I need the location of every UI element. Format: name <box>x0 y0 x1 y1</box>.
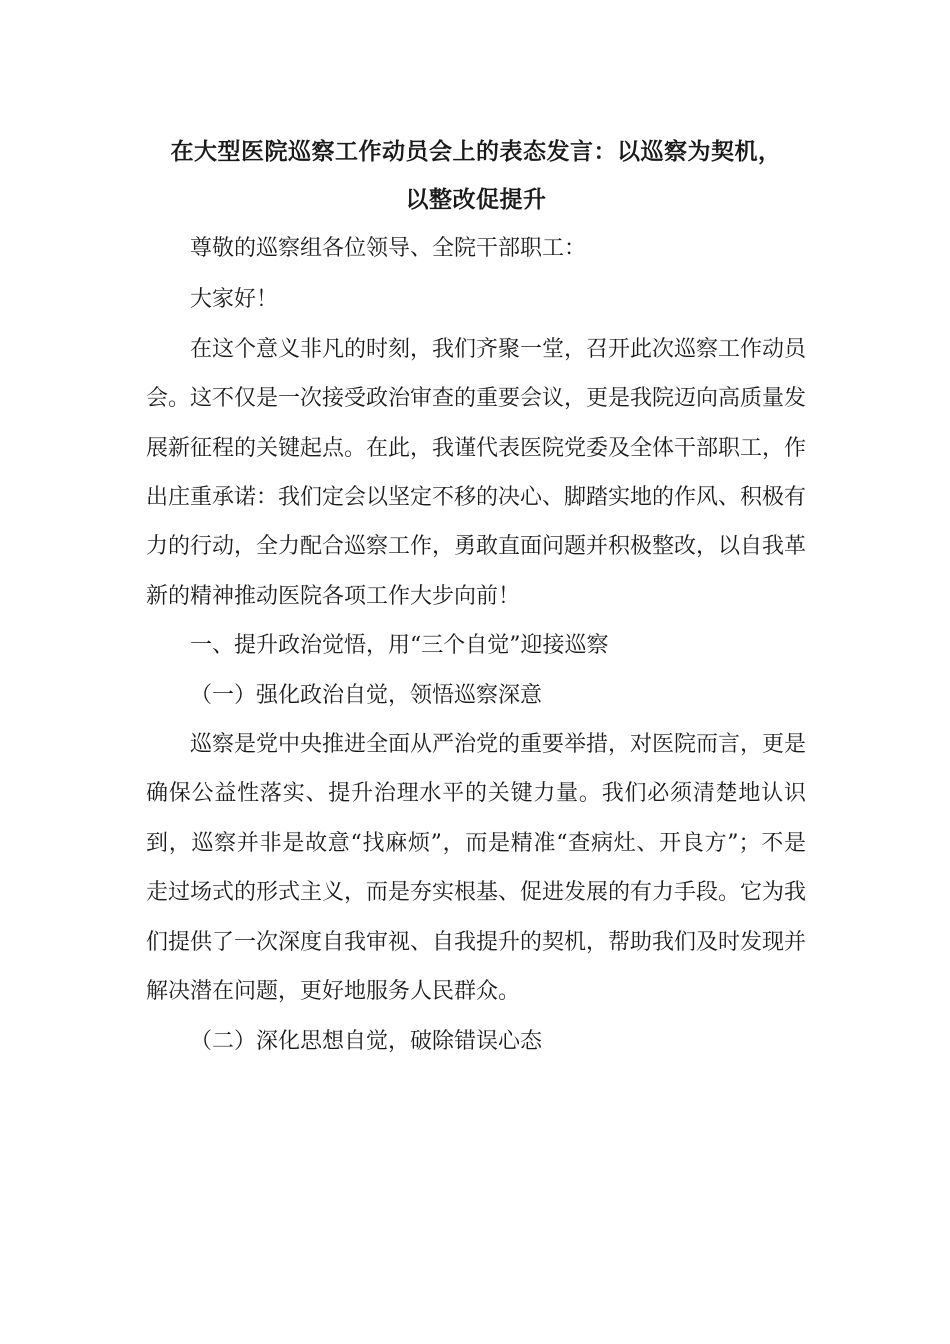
title-line-1: 在大型医院巡察工作动员会上的表态发言：以巡察为契机， <box>170 139 782 165</box>
subsection-heading-1: （一）强化政治自觉，领悟巡察深意 <box>190 682 543 708</box>
document-body <box>146 128 806 1066</box>
subsection-1-paragraph: 巡察是党中央推进全面从严治党的重要举措，对医院而言，更是确保公益性落实、提升治理水平的关键力量。我们必须清楚地认识到，巡察并非是故意“找麻烦”，而是精准“查病灶、开良方”；不是走过场式的形式主义，而是夯实根基、促进发展的有力手段。它为我们提供了一次深度自我审视、自我提升的契机，帮助我们及时发现并解决潜在问题，更好地服务人民群众。 <box>146 732 807 1005</box>
greeting: 大家好！ <box>190 287 279 313</box>
title-line-2: 以整改促提升 <box>405 187 547 213</box>
subsection-heading-2: （二）深化思想自觉，破除错误心态 <box>190 1028 543 1054</box>
document-title <box>146 128 806 224</box>
salutation: 尊敬的巡察组各位领导、全院干部职工： <box>190 236 587 261</box>
intro-paragraph: 在这个意义非凡的时刻，我们齐聚一堂，召开此次巡察工作动员会。这不仅是一次接受政治审查的重要会议，更是我院迈向高质量发展新征程的关键起点。在此，我谨代表医院党委及全体干部职工，作出庄重承诺：我们定会以坚定不移的决心、脚踏实地的作风、积极有力的行动，全力配合巡察工作，勇敢直面问题并积极整改，以自我革新的精神推动医院各项工作大步向前！ <box>146 336 807 609</box>
section-heading-1: 一、提升政治觉悟，用“三个自觉”迎接巡察 <box>190 633 609 659</box>
